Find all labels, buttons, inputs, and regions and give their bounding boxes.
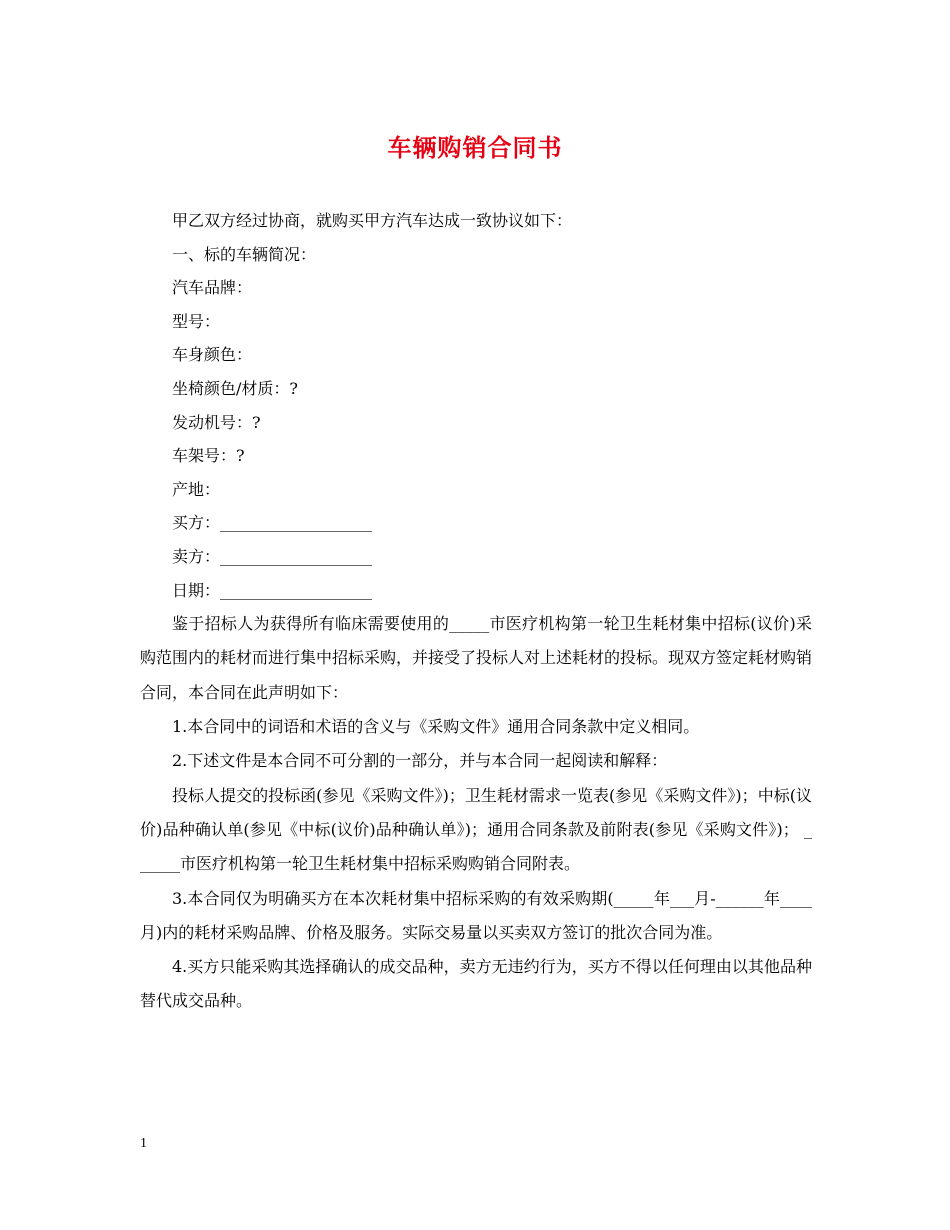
section-heading: 一、标的车辆简况：	[172, 244, 317, 264]
paragraph-clause-4: 4.买方只能采购其选择确认的成交品种，卖方无违约行为，买方不得以任何理由以其他品种替代成交品种。	[140, 957, 812, 1011]
paragraph-clause-2: 2.下述文件是本合同不可分割的一部分，并与本合同一起阅读和解释：	[172, 751, 668, 771]
field-model: 型号：	[172, 311, 221, 331]
document-body	[140, 204, 812, 1019]
field-buyer: 买方：___________________	[172, 513, 373, 533]
paragraph-clause-3: 3.本合同仅为明确买方在本次耗材集中招标采购的有效采购期(_____年___月-______年____月)内的耗材采购品牌、价格及服务。实际交易量以买卖双方签订的批次合同为准。	[140, 888, 812, 942]
paragraph-clause-1: 1.本合同中的词语和术语的含义与《采购文件》通用合同条款中定义相同。	[172, 717, 700, 737]
intro-line: 甲乙双方经过协商，就购买甲方汽车达成一致协议如下：	[172, 211, 573, 230]
paragraph-documents: 投标人提交的投标函(参见《采购文件》)；卫生耗材需求一览表(参见《采购文件》)；中标(议价)品种确认单(参见《中标(议价)品种确认单》)；通用合同条款及前附表(参见《采购文件》)； ______市医疗机构第一轮卫生耗材集中招标采购购销合同附表。	[140, 785, 812, 874]
field-date: 日期：___________________	[172, 580, 373, 600]
field-engine-no: 发动机号：?	[172, 412, 261, 432]
document-title: 车辆购销合同书	[387, 133, 563, 162]
field-brand: 汽车品牌：	[172, 278, 253, 298]
page-number: 1	[140, 1136, 147, 1151]
field-body-color: 车身颜色：	[172, 345, 253, 365]
field-frame-no: 车架号：?	[172, 446, 245, 466]
field-origin: 产地：	[172, 479, 221, 499]
field-seat-color: 坐椅颜色/材质：?	[172, 378, 298, 398]
field-seller: 卖方：___________________	[172, 546, 373, 566]
paragraph-preamble: 鉴于招标人为获得所有临床需要使用的_____市医疗机构第一轮卫生耗材集中招标(议价)采购范围内的耗材而进行集中招标采购，并接受了投标人对上述耗材的投标。现双方签定耗材购销合同，本合同在此声明如下：	[140, 614, 813, 702]
